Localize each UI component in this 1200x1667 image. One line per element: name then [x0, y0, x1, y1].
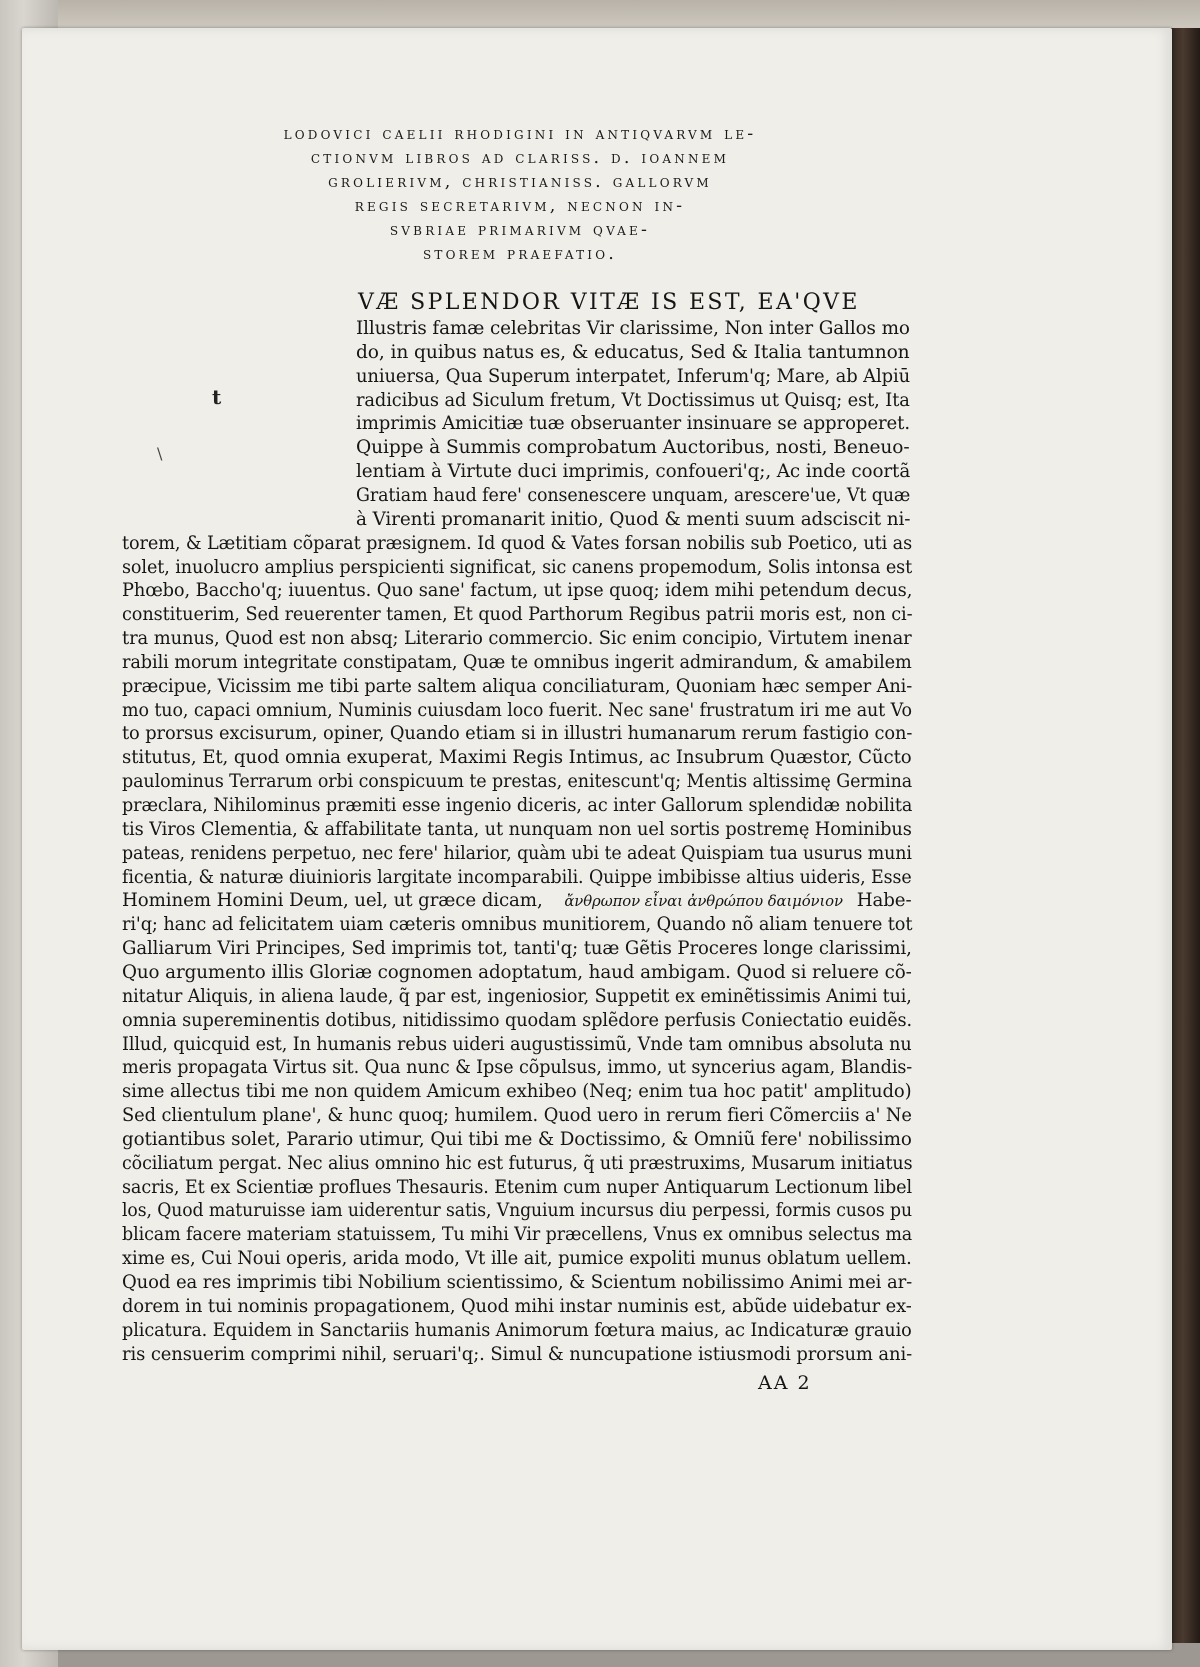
text-line: præclara, Nihilominus præmiti esse ingenio diceris, ac inter Gallorum splendidæ nobilita — [122, 795, 913, 816]
margin-mark: t — [212, 385, 222, 409]
heading-line: grolierivm, christianiss. gallorvm — [328, 172, 712, 192]
preface-heading — [120, 122, 920, 266]
text-line-greek — [122, 889, 912, 913]
text-line: sime allectus tibi me non quidem Amicum exhibeo (Neq; enim tua hoc patit' amplitudo) — [122, 1081, 912, 1103]
text-line: meris propagata Virtus sit. Qua nunc & Ipse cõpulsus, immo, ut syncerius agam, Blandis- — [122, 1057, 913, 1079]
text-line: constituerim, Sed reuerenter tamen, Et quod Parthorum Regibus patrii moris est, non ci- — [122, 604, 913, 626]
text-line: blicam facere materiam statuissem, Tu mihi Vir præcellens, Vnus ex omnibus selectus ma — [122, 1224, 913, 1246]
text-line: radicibus ad Siculum fretum, Vt Doctissimus ut Quisq; est, Ita — [356, 389, 910, 411]
latin-text: Habe- — [856, 890, 912, 912]
text-line: nitatur Aliquis, in aliena laude, q̃ par est, ingeniosior, Suppetit ex eminẽtissimis Animi tui, — [122, 985, 912, 1007]
text-line: cõciliatum pergat. Nec alius omnino hic est futurus, q̃ uti præstruxims, Musarum initiatus — [122, 1152, 913, 1174]
text-line: mo tuo, capaci omnium, Numinis cuiusdam loco fuerit. Nec sane' frustratum iri me aut Vo — [122, 699, 912, 721]
text-line: ris censuerim comprimi nihil, seruari'q;. Simul & nuncupatione istiusmodi prorsum ani- — [122, 1343, 913, 1365]
latin-text: Hominem Homini Deum, uel, ut græce dicam, — [122, 890, 543, 912]
top-background-strip — [58, 0, 1200, 30]
text-line: Quippe à Summis comprobatum Auctoribus, nosti, Beneuo- — [356, 437, 910, 459]
text-line: plicatura. Equidem in Sanctariis humanis Animorum fœtura maius, ac Indicaturæ grauio — [122, 1319, 912, 1341]
heading-line: lodovici caelii rhodigini in antiqvarvm le- — [283, 124, 757, 144]
heading-line: storem praefatio. — [422, 244, 618, 264]
text-line: los, Quod maturuisse iam uiderentur satis, Vnguium incursus diu perpessi, formis cusos pu — [122, 1200, 912, 1222]
text-line: Quo argumento illis Gloriæ cognomen adoptatum, haud ambigam. Quod si reluere cõ- — [122, 961, 912, 983]
text-line: Phœbo, Baccho'q; iuuentus. Quo sane' factum, ut ipse quoq; idem mihi petendum decus, — [122, 580, 913, 602]
text-line: to prorsus excisurum, opiner, Quando etiam si in illustri humanarum rerum fastigio con- — [122, 723, 913, 745]
text-line: Galliarum Viri Principes, Sed imprimis tot, tanti'q; tuæ Gẽtis Proceres longe clarissimi, — [122, 938, 912, 960]
text-line: ficentia, & naturæ diuinioris largitate incomparabili. Quippe imbibisse altius uideris, Esse — [122, 866, 912, 888]
text-line: paulominus Terrarum orbi conspicuum te prestas, enitescunt'q; Mentis altissimę Germina — [122, 771, 913, 793]
text-line: Illustris famæ celebritas Vir clarissime, Non inter Gallos mo — [356, 318, 910, 339]
text-line: à Virenti promanarit initio, Quod & menti suum adsciscit ni- — [356, 508, 911, 530]
text-line: ri'q; hanc ad felicitatem uiam cæteris omnibus munitiorem, Quando nõ aliam tenuere tot — [122, 914, 913, 936]
opening-capital-line: VÆ SPLENDOR VITÆ IS EST, EA'QVE — [358, 290, 860, 315]
heading-line: ctionvm libros ad clariss. d. ioannem — [310, 148, 730, 168]
text-line: do, in quibus natus es, & educatus, Sed & Italia tantumnon — [356, 341, 910, 363]
text-line: xime es, Cui Noui operis, arida modo, Vt ille ait, pumice expoliti munus oblatum uellem. — [122, 1248, 912, 1270]
heading-line: svbriae primarivm qvae- — [389, 220, 651, 240]
text-line: dorem in tui nominis propagationem, Quod mihi instar numinis est, abũde uidebatur ex- — [122, 1295, 912, 1317]
text-line: solet, inuolucro amplius perspicienti significat, sic canens propemodum, Solis intonsa est — [122, 556, 913, 578]
text-line: sacris, Et ex Scientiæ proflues Thesauris. Etenim cum nuper Antiquarum Lectionum libel — [122, 1176, 912, 1198]
text-line: Illud, quicquid est, In humanis rebus uideri augustissimũ, Vnde tam omnibus absoluta nu — [122, 1033, 912, 1055]
heading-line: regis secretarivm, necnon in- — [354, 196, 686, 216]
text-line: uniuersa, Qua Superum interpatet, Inferum'q; Mare, ab Alpiū — [356, 365, 911, 387]
text-line: Quod ea res imprimis tibi Nobilium scientissimo, & Scientum nobilissimo Animi mei ar- — [122, 1272, 913, 1293]
signature-mark: AA 2 — [758, 1372, 812, 1394]
greek-quotation: ἄνθρωπον εἶναι ἀνθρώπου δαιμόνιον — [564, 892, 843, 911]
text-line: pateas, renidens perpetuo, nec fere' hilarior, quàm ubi te adeat Quispiam tua usurus muni — [122, 842, 912, 864]
text-line: imprimis Amicitiæ tuæ obseruanter insinuare se approperet. — [356, 413, 910, 435]
text-line: Gratiam haud fere' consenescere unquam, arescere'ue, Vt quæ — [356, 484, 911, 506]
text-line: lentiam à Virtute duci imprimis, confoueri'q;, Ac inde coortã — [356, 461, 911, 483]
text-line: torem, & Lætitiam cõparat præsignem. Id quod & Vates forsan nobilis sub Poetico, uti as — [122, 532, 913, 554]
margin-mark: \ — [157, 444, 163, 463]
text-line: præcipue, Vicissim me tibi parte saltem aliqua conciliaturam, Quoniam hæc semper Ani- — [122, 675, 913, 697]
text-line: Sed clientulum plane', & hunc quoq; humilem. Quod uero in rerum fieri Cõmerciis a' Ne — [122, 1105, 912, 1127]
text-line: omnia supereminentis dotibus, nitidissimo quodam splẽdore perfusis Coniectatio euidẽs. — [122, 1009, 913, 1031]
text-line: tra munus, Quod est non absq; Literario commercio. Sic enim concipio, Virtutem inenar — [122, 628, 912, 650]
text-line: tis Viros Clementia, & affabilitate tanta, ut nunquam non uel sortis postremę Hominibus — [122, 818, 912, 840]
text-line: gotiantibus solet, Parario utimur, Qui tibi me & Doctissimo, & Omniũ fere' nobilissimo — [122, 1128, 912, 1150]
text-line: stitutus, Et, quod omnia exuperat, Maximi Regis Intimus, ac Insubrum Quæstor, Cũcto — [122, 747, 912, 769]
text-line: rabili morum integritate constipatam, Quæ te omnibus ingerit admirandum, & amabilem — [122, 651, 912, 673]
